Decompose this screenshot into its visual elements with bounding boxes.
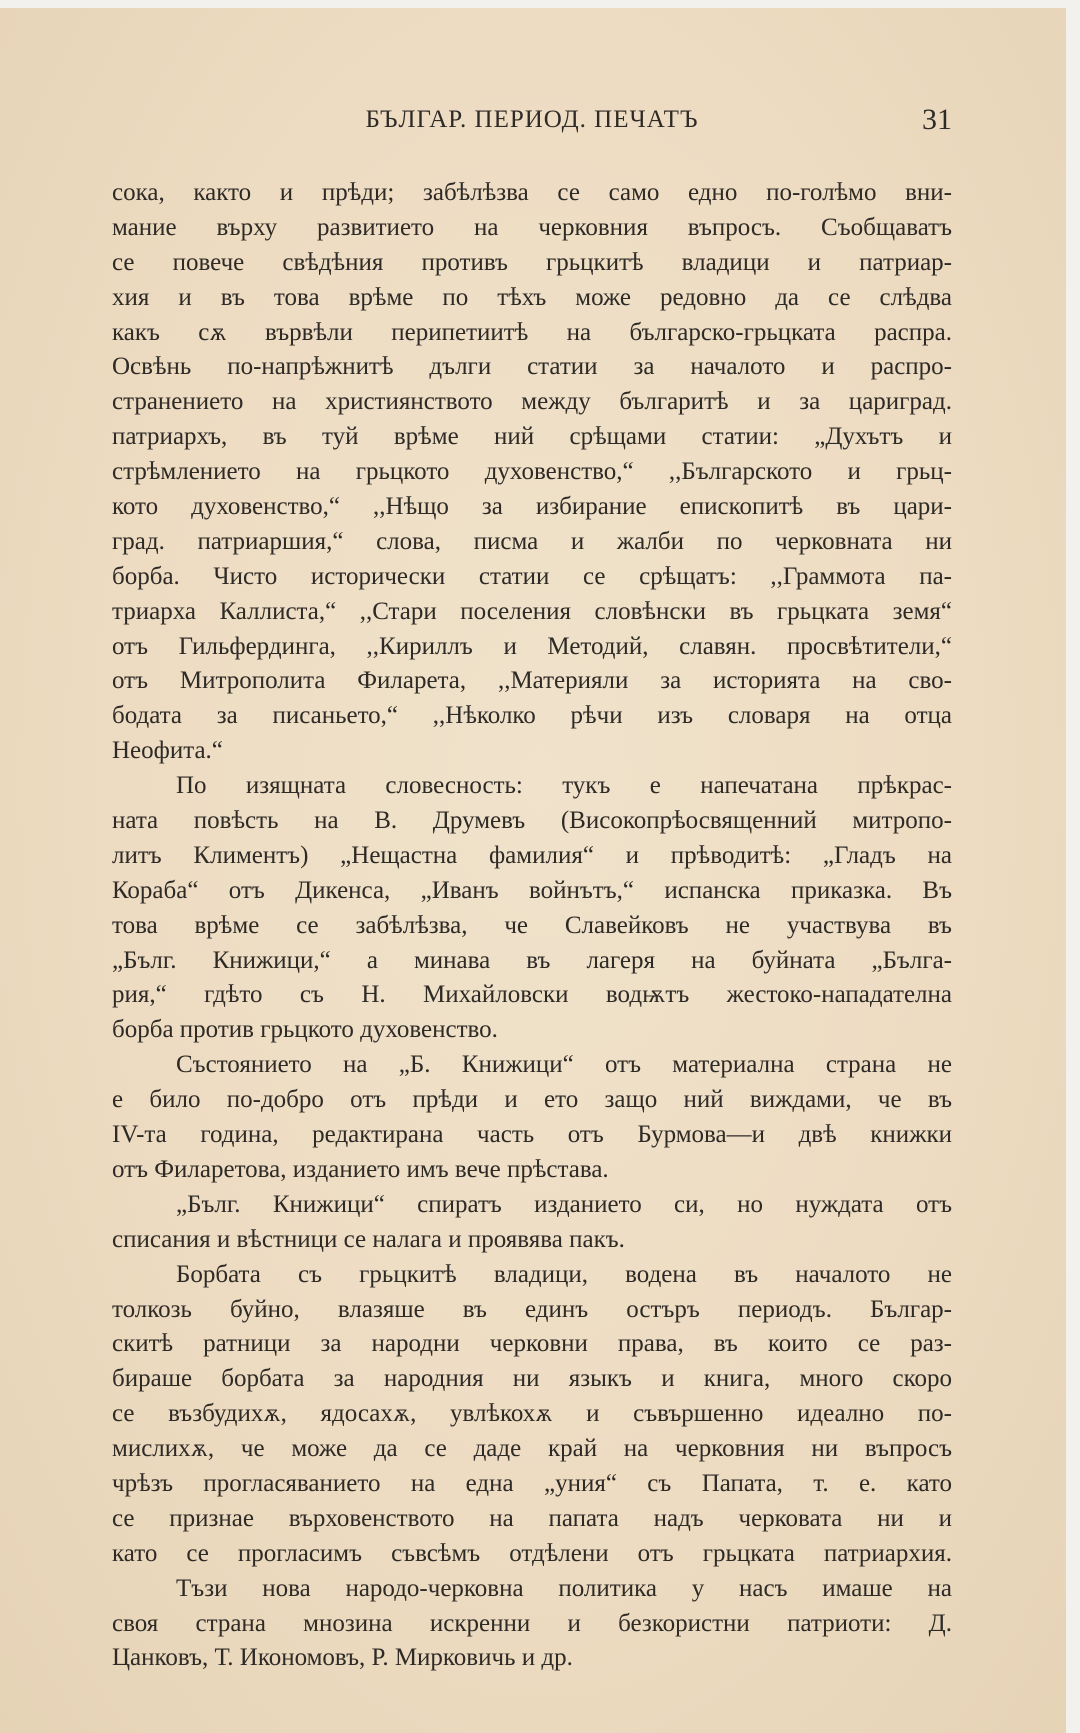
- text-line: Неофита.“: [112, 737, 223, 765]
- text-line: отъ Филаретова, изданието имъ вече прѣстава.: [112, 1155, 609, 1183]
- text-line: IV-та година, редактирана часть отъ Бурмова—и двѣ книжки: [112, 1121, 952, 1149]
- running-title: БЪЛГАР. ПЕРИОД. ПЕЧАТЪ: [365, 106, 699, 133]
- text-line: борба против грьцкото духовенство.: [112, 1016, 498, 1044]
- text-line: Цанковъ, Т. Икономовъ, Р. Мирковичь и др.: [112, 1644, 573, 1672]
- text-line: своя страна мнозина искренни и безкористни патриоти: Д.: [112, 1609, 952, 1637]
- text-line: списания и вѣстници се налага и проявява пакъ.: [112, 1225, 625, 1253]
- text-line: странението на християнството между българитѣ и за цариград.: [112, 388, 952, 416]
- text-line: Борбата съ грьцкитѣ владици, водена въ началото не: [176, 1260, 952, 1288]
- text-line: кото духовенство,“ ,,Нѣщо за избирание епископитѣ въ цари-: [112, 493, 952, 521]
- text-line: отъ Митрополита Филарета, ,,Материяли за историята на сво-: [112, 667, 952, 695]
- text-line: чрѣзъ прогласяванието на една „уния“ съ Папата, т. е. като: [112, 1469, 952, 1497]
- text-line: се признае върховенството на папата надъ черковата ни и: [112, 1504, 952, 1532]
- scan-right-margin: [1066, 0, 1080, 1733]
- text-line: „Бълг. Книжици,“ а минава въ лагеря на буйната „Бълга-: [112, 946, 952, 974]
- text-line: бираше борбата за народния ни языкъ и книга, много скоро: [112, 1365, 952, 1393]
- text-line: това врѣме се забѣлѣзва, че Славейковъ не участвува въ: [112, 911, 952, 939]
- text-line: отъ Гильфердинга, ,,Кириллъ и Методий, славян. просвѣтители,“: [112, 632, 952, 660]
- scan-top-margin: [0, 0, 1080, 8]
- page-number: 31: [922, 103, 952, 136]
- text-line: толкозь буйно, влазяше въ единъ остъръ периодъ. Българ-: [112, 1295, 952, 1323]
- text-line: хия и въ това врѣме по тѣхъ може редовно да се слѣдва: [112, 283, 952, 311]
- text-line: триарха Каллиста,“ ,,Стари поселения словѣнски въ грьцката земя“: [112, 597, 952, 625]
- text-line: „Бълг. Книжици“ спиратъ изданието си, но нуждата отъ: [176, 1190, 952, 1218]
- text-line: стрѣмлението на грьцкото духовенство,“ ,,Българското и грьц-: [112, 458, 952, 486]
- text-line: се възбудихѫ, ядосахѫ, увлѣкохѫ и съвършенно идеално по-: [112, 1400, 952, 1428]
- text-line: патриархъ, въ туй врѣме ний срѣщами статии: „Духътъ и: [112, 423, 952, 451]
- running-head: [112, 100, 952, 140]
- text-line: сока, както и прѣди; забѣлѣзва се само едно по-голѣмо вни-: [112, 179, 952, 206]
- text-line: борба. Чисто исторически статии се срѣщатъ: ,,Граммота па-: [112, 562, 952, 590]
- text-line: рия,“ гдѣто съ Н. Михайловски водѭтъ жестоко-нападателна: [112, 981, 952, 1009]
- text-line: скитѣ ратници за народни черковни права, въ които се раз-: [112, 1330, 952, 1358]
- text-line: бодата за писаньето,“ ,,Нѣколко рѣчи изъ словаря на отца: [112, 702, 952, 730]
- text-line: мислихѫ, че може да се даде край на черковния ни въпросъ: [112, 1435, 952, 1463]
- text-line: се повече свѣдѣния противъ грьцкитѣ владици и патриар-: [112, 248, 952, 276]
- text-line: какъ сѫ вървѣли перипетиитѣ на българско-грьцката распра.: [112, 318, 952, 346]
- text-line: Освѣнь по-напрѣжнитѣ дълги статии за началото и распро-: [112, 353, 952, 381]
- text-line: литъ Климентъ) „Нещастна фамилия“ и прѣводитѣ: „Гладъ на: [112, 841, 952, 869]
- text-line: ната повѣсть на В. Друмевъ (Високопрѣосвященний митропо-: [112, 807, 952, 835]
- text-line: град. патриаршия,“ слова, писма и жалби по черковната ни: [112, 527, 952, 555]
- text-line: е било по-добро отъ прѣди и ето защо ний виждами, че въ: [112, 1086, 952, 1114]
- text-line: Кораба“ отъ Дикенса, „Иванъ войнътъ,“ испанска приказка. Въ: [112, 876, 952, 904]
- text-line: Тъзи нова народо-черковна политика у насъ имаше на: [176, 1574, 952, 1602]
- text-line: като се прогласимъ съвсѣмъ отдѣлени отъ грьцката патриархия.: [112, 1539, 952, 1567]
- text-line: По изящната словесность: тукъ е напечатана прѣкрас-: [176, 772, 952, 800]
- text-line: мание върху развитието на черковния въпросъ. Съобщаватъ: [112, 213, 952, 241]
- text-line: Състоянието на „Б. Книжици“ отъ материална страна не: [176, 1051, 952, 1079]
- text-body: [112, 176, 952, 1676]
